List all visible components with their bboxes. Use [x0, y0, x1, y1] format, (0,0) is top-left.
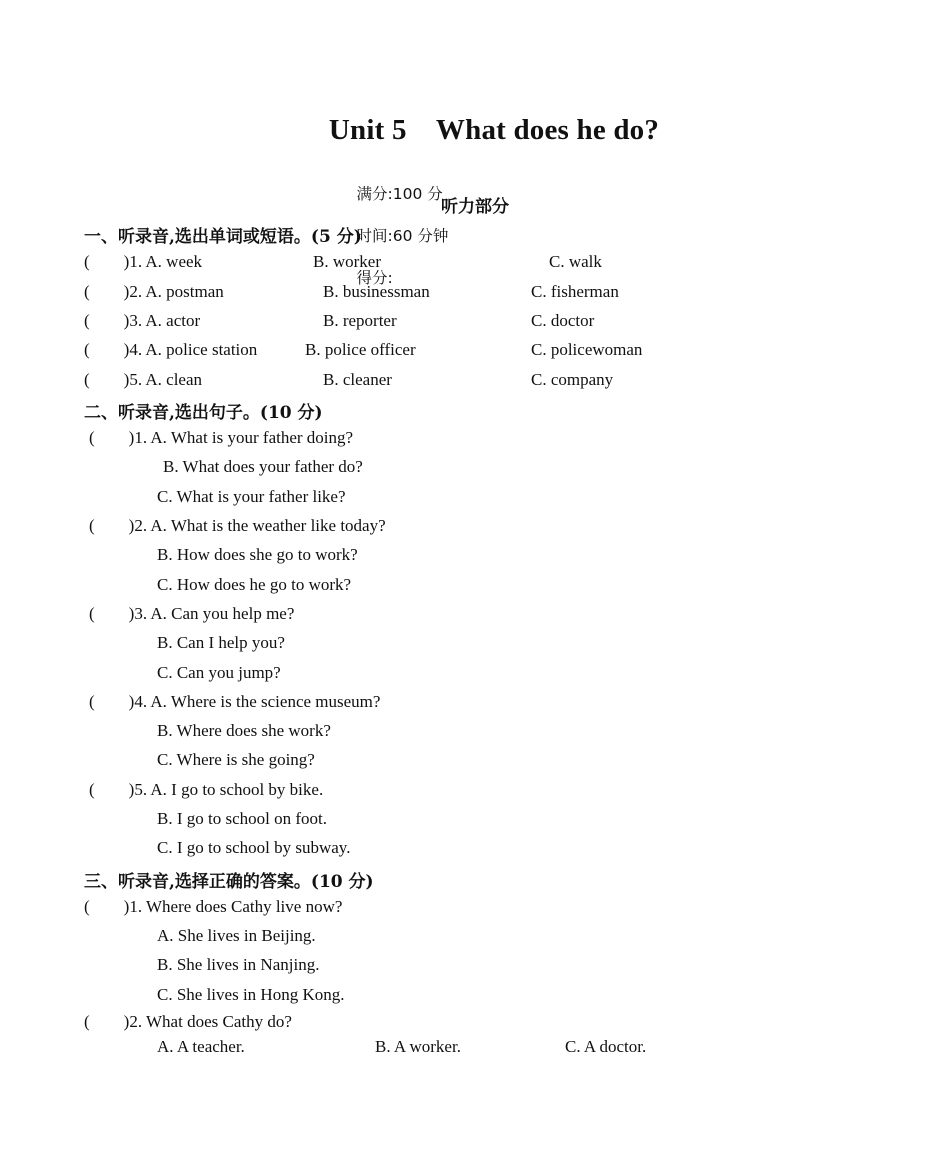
s1-item4-a: ( )4. A. police station [84, 340, 258, 359]
s1-item1-b: B. worker [313, 252, 381, 271]
s2-item5-a: ( )5. A. I go to school by bike. [89, 780, 324, 799]
s2-item5-c: C. I go to school by subway. [157, 838, 351, 857]
s3-q1-a: A. She lives in Beijing. [157, 926, 316, 945]
s2-item2-a: ( )2. A. What is the weather like today? [89, 516, 386, 535]
s1-item5-a: ( )5. A. clean [84, 370, 203, 389]
s2-item2-b: B. How does she go to work? [157, 545, 358, 564]
s2-item3-a: ( )3. A. Can you help me? [89, 604, 295, 623]
s1-item5-b: B. cleaner [323, 370, 392, 389]
s3-q2-c: C. A doctor. [565, 1037, 647, 1056]
score-field: 得分: [356, 269, 393, 287]
s3-q2-question: ( )2. What does Cathy do? [84, 1012, 292, 1031]
s1-item3-a: ( )3. A. actor [84, 311, 201, 330]
s1-item3-b: B. reporter [323, 311, 397, 330]
s2-item4-b: B. Where does she work? [157, 721, 331, 740]
s2-item4-a: ( )4. A. Where is the science museum? [89, 692, 381, 711]
s2-item3-c: C. Can you jump? [157, 663, 281, 682]
s2-item4-c: C. Where is she going? [157, 750, 315, 769]
s1-item2-c: C. fisherman [531, 282, 619, 301]
full-score: 满分:100 分 [356, 185, 443, 203]
s2-item5-b: B. I go to school on foot. [157, 809, 327, 828]
s1-item2-a: ( )2. A. postman [84, 282, 224, 301]
s1-item5-c: C. company [531, 370, 614, 389]
s2-item1-a: ( )1. A. What is your father doing? [89, 428, 354, 447]
time-limit: 时间:60 分钟 [356, 227, 449, 245]
section3-title: 三、听录音,选择正确的答案。(10 分) [84, 872, 374, 892]
s1-item4-b: B. police officer [305, 340, 416, 359]
s3-q1-c: C. She lives in Hong Kong. [157, 985, 345, 1004]
s1-item1-a: ( )1. A. week [84, 252, 203, 271]
s3-q2-b: B. A worker. [375, 1037, 461, 1056]
section1-title: 一、听录音,选出单词或短语。(5 分) [84, 227, 362, 247]
s1-item2-b: B. businessman [323, 282, 430, 301]
s1-item4-c: C. policewoman [531, 340, 643, 359]
s2-item1-b: B. What does your father do? [163, 457, 363, 476]
page-title: Unit 5 What does he do? [328, 114, 660, 146]
s2-item3-b: B. Can I help you? [157, 633, 285, 652]
s3-q1-b: B. She lives in Nanjing. [157, 955, 320, 974]
s3-q2-a: A. A teacher. [157, 1037, 245, 1056]
s2-item2-c: C. How does he go to work? [157, 575, 352, 594]
s1-item1-c: C. walk [549, 252, 602, 271]
s3-q1-question: ( )1. Where does Cathy live now? [84, 897, 343, 916]
s1-item3-c: C. doctor [531, 311, 595, 330]
part-heading: 听力部分 [441, 197, 509, 217]
s2-item1-c: C. What is your father like? [157, 487, 346, 506]
section2-title: 二、听录音,选出句子。(10 分) [84, 403, 323, 423]
